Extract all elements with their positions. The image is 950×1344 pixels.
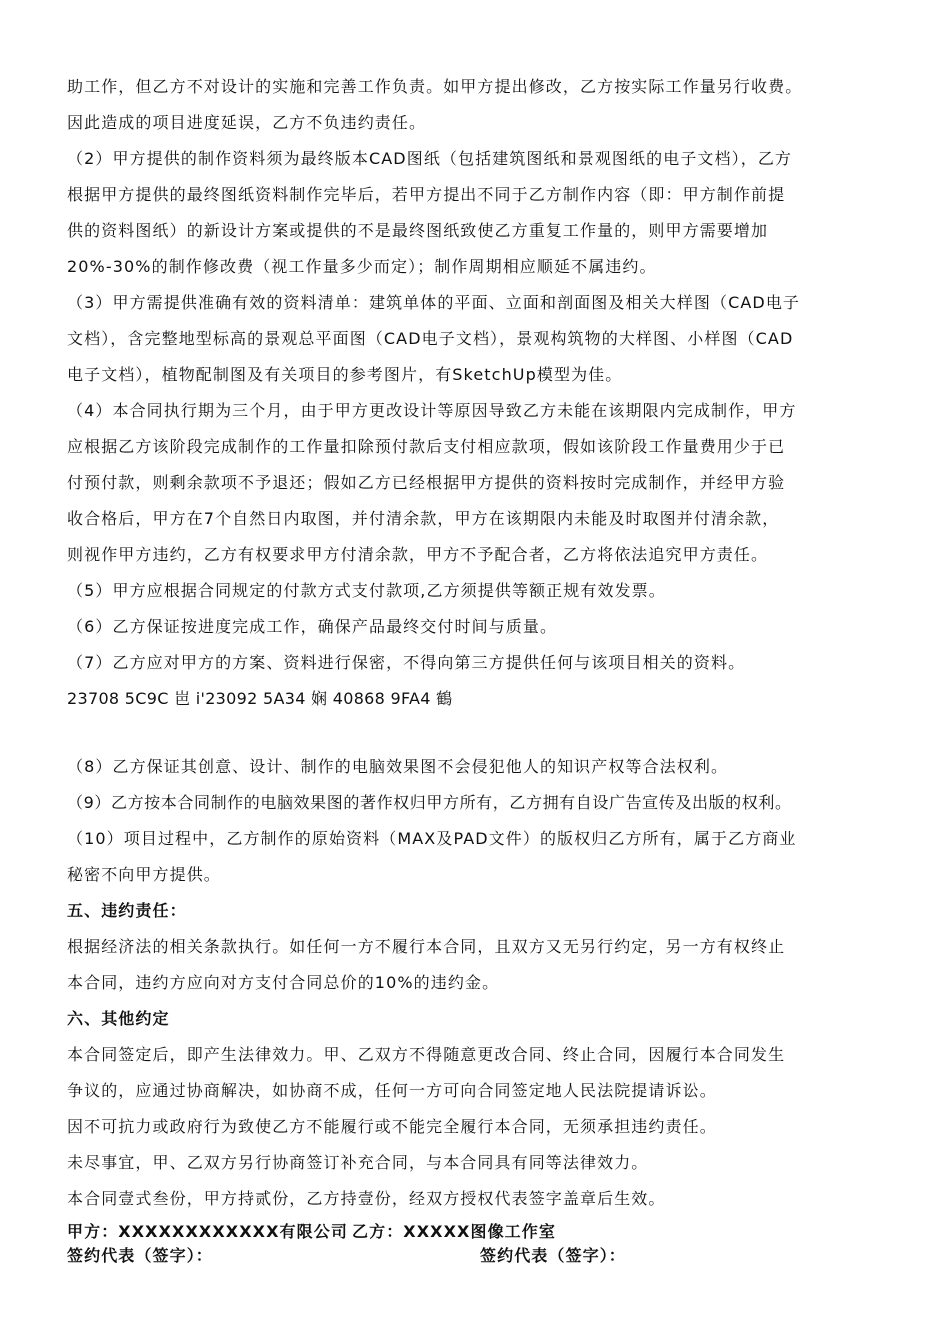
clause-4-line-5: 则视作甲方违约，乙方有权要求甲方付清余款，甲方不予配合者，乙方将依法追究甲方责任。 <box>67 545 769 564</box>
clause-6: （6）乙方保证按进度完成工作，确保产品最终交付时间与质量。 <box>67 617 558 636</box>
clause-7: （7）乙方应对甲方的方案、资料进行保密，不得向第三方提供任何与该项目相关的资料。 <box>67 653 746 672</box>
section-6-line-2: 争议的，应通过协商解决，如协商不成，任何一方可向合同签定地人民法院提请诉讼。 <box>67 1081 717 1100</box>
section-6-line-5: 本合同壹式叁份，甲方持贰份，乙方持壹份，经双方授权代表签字盖章后生效。 <box>67 1189 666 1208</box>
clause-4-line-4: 收合格后，甲方在7个自然日内取图，并付清余款，甲方在该期限内未能及时取图并付清余款， <box>67 509 780 528</box>
clause-10-line-1: （10）项目过程中，乙方制作的原始资料（MAX及PAD文件）的版权归乙方所有，属于乙方商业 <box>67 829 797 848</box>
clause-2-line-3: 供的资料图纸）的新设计方案或提供的不是最终图纸致使乙方重复工作量的，则甲方需要增加 <box>67 221 769 240</box>
section-6-heading: 六、其他约定 <box>67 1009 170 1028</box>
section-5-heading: 五、违约责任： <box>67 901 187 920</box>
clause-2-line-1: （2）甲方提供的制作资料须为最终版本CAD图纸（包括建筑图纸和景观图纸的电子文档），乙方 <box>67 149 793 168</box>
clause-2-line-2: 根据甲方提供的最终图纸资料制作完毕后，若甲方提出不同于乙方制作内容（即：甲方制作前提 <box>67 185 786 204</box>
section-6-line-3: 因不可抗力或政府行为致使乙方不能履行或不能完全履行本合同，无须承担违约责任。 <box>67 1117 717 1136</box>
clause-4-line-1: （4）本合同执行期为三个月，由于甲方更改设计等原因导致乙方未能在该期限内完成制作，甲方 <box>67 401 797 420</box>
party-b-representative-signature: 签约代表（签字）： <box>480 1246 626 1265</box>
intro-line-1: 助工作，但乙方不对设计的实施和完善工作负责。如甲方提出修改，乙方按实际工作量另行收费。 <box>67 77 803 96</box>
section-6-line-1: 本合同签定后，即产生法律效力。甲、乙双方不得随意更改合同、终止合同，因履行本合同发生 <box>67 1045 786 1064</box>
intro-line-2: 因此造成的项目进度延误，乙方不负违约责任。 <box>67 113 427 132</box>
clause-4-line-3: 付预付款，则剩余款项不予退还；假如乙方已经根据甲方提供的资料按时完成制作，并经甲方验 <box>67 473 786 492</box>
party-b-name: 乙方：XXXXX图像工作室 <box>352 1222 556 1241</box>
clause-3-line-2: 文档），含完整地型标高的景观总平面图（CAD电子文档），景观构筑物的大样图、小样图（CAD <box>67 329 794 348</box>
garbled-code-line: 23708 5C9C 岜 i'23092 5A34 娴 40868 9FA4 鶴 <box>67 689 453 708</box>
party-a-name: 甲方：XXXXXXXXXXXX有限公司 <box>67 1222 348 1241</box>
clause-9: （9）乙方按本合同制作的电脑效果图的著作权归甲方所有，乙方拥有自设广告宣传及出版的权利。 <box>67 793 792 812</box>
section-5-line-2: 本合同，违约方应向对方支付合同总价的10%的违约金。 <box>67 973 500 992</box>
clause-3-line-1: （3）甲方需提供准确有效的资料清单：建筑单体的平面、立面和剖面图及相关大样图（CAD电子 <box>67 293 801 312</box>
clause-2-line-4: 20%-30%的制作修改费（视工作量多少而定）；制作周期相应顺延不属违约。 <box>67 257 657 276</box>
clause-8: （8）乙方保证其创意、设计、制作的电脑效果图不会侵犯他人的知识产权等合法权利。 <box>67 757 729 776</box>
clause-3-line-3: 电子文档），植物配制图及有关项目的参考图片，有SketchUp模型为佳。 <box>67 365 623 384</box>
party-a-representative-signature: 签约代表（签字）： <box>67 1246 213 1265</box>
clause-10-line-2: 秘密不向甲方提供。 <box>67 865 221 884</box>
clause-5: （5）甲方应根据合同规定的付款方式支付款项,乙方须提供等额正规有效发票。 <box>67 581 666 600</box>
clause-4-line-2: 应根据乙方该阶段完成制作的工作量扣除预付款后支付相应款项，假如该阶段工作量费用少于已 <box>67 437 786 456</box>
section-5-line-1: 根据经济法的相关条款执行。如任何一方不履行本合同，且双方又无另行约定，另一方有权终止 <box>67 937 786 956</box>
section-6-line-4: 未尽事宜，甲、乙双方另行协商签订补充合同，与本合同具有同等法律效力。 <box>67 1153 649 1172</box>
